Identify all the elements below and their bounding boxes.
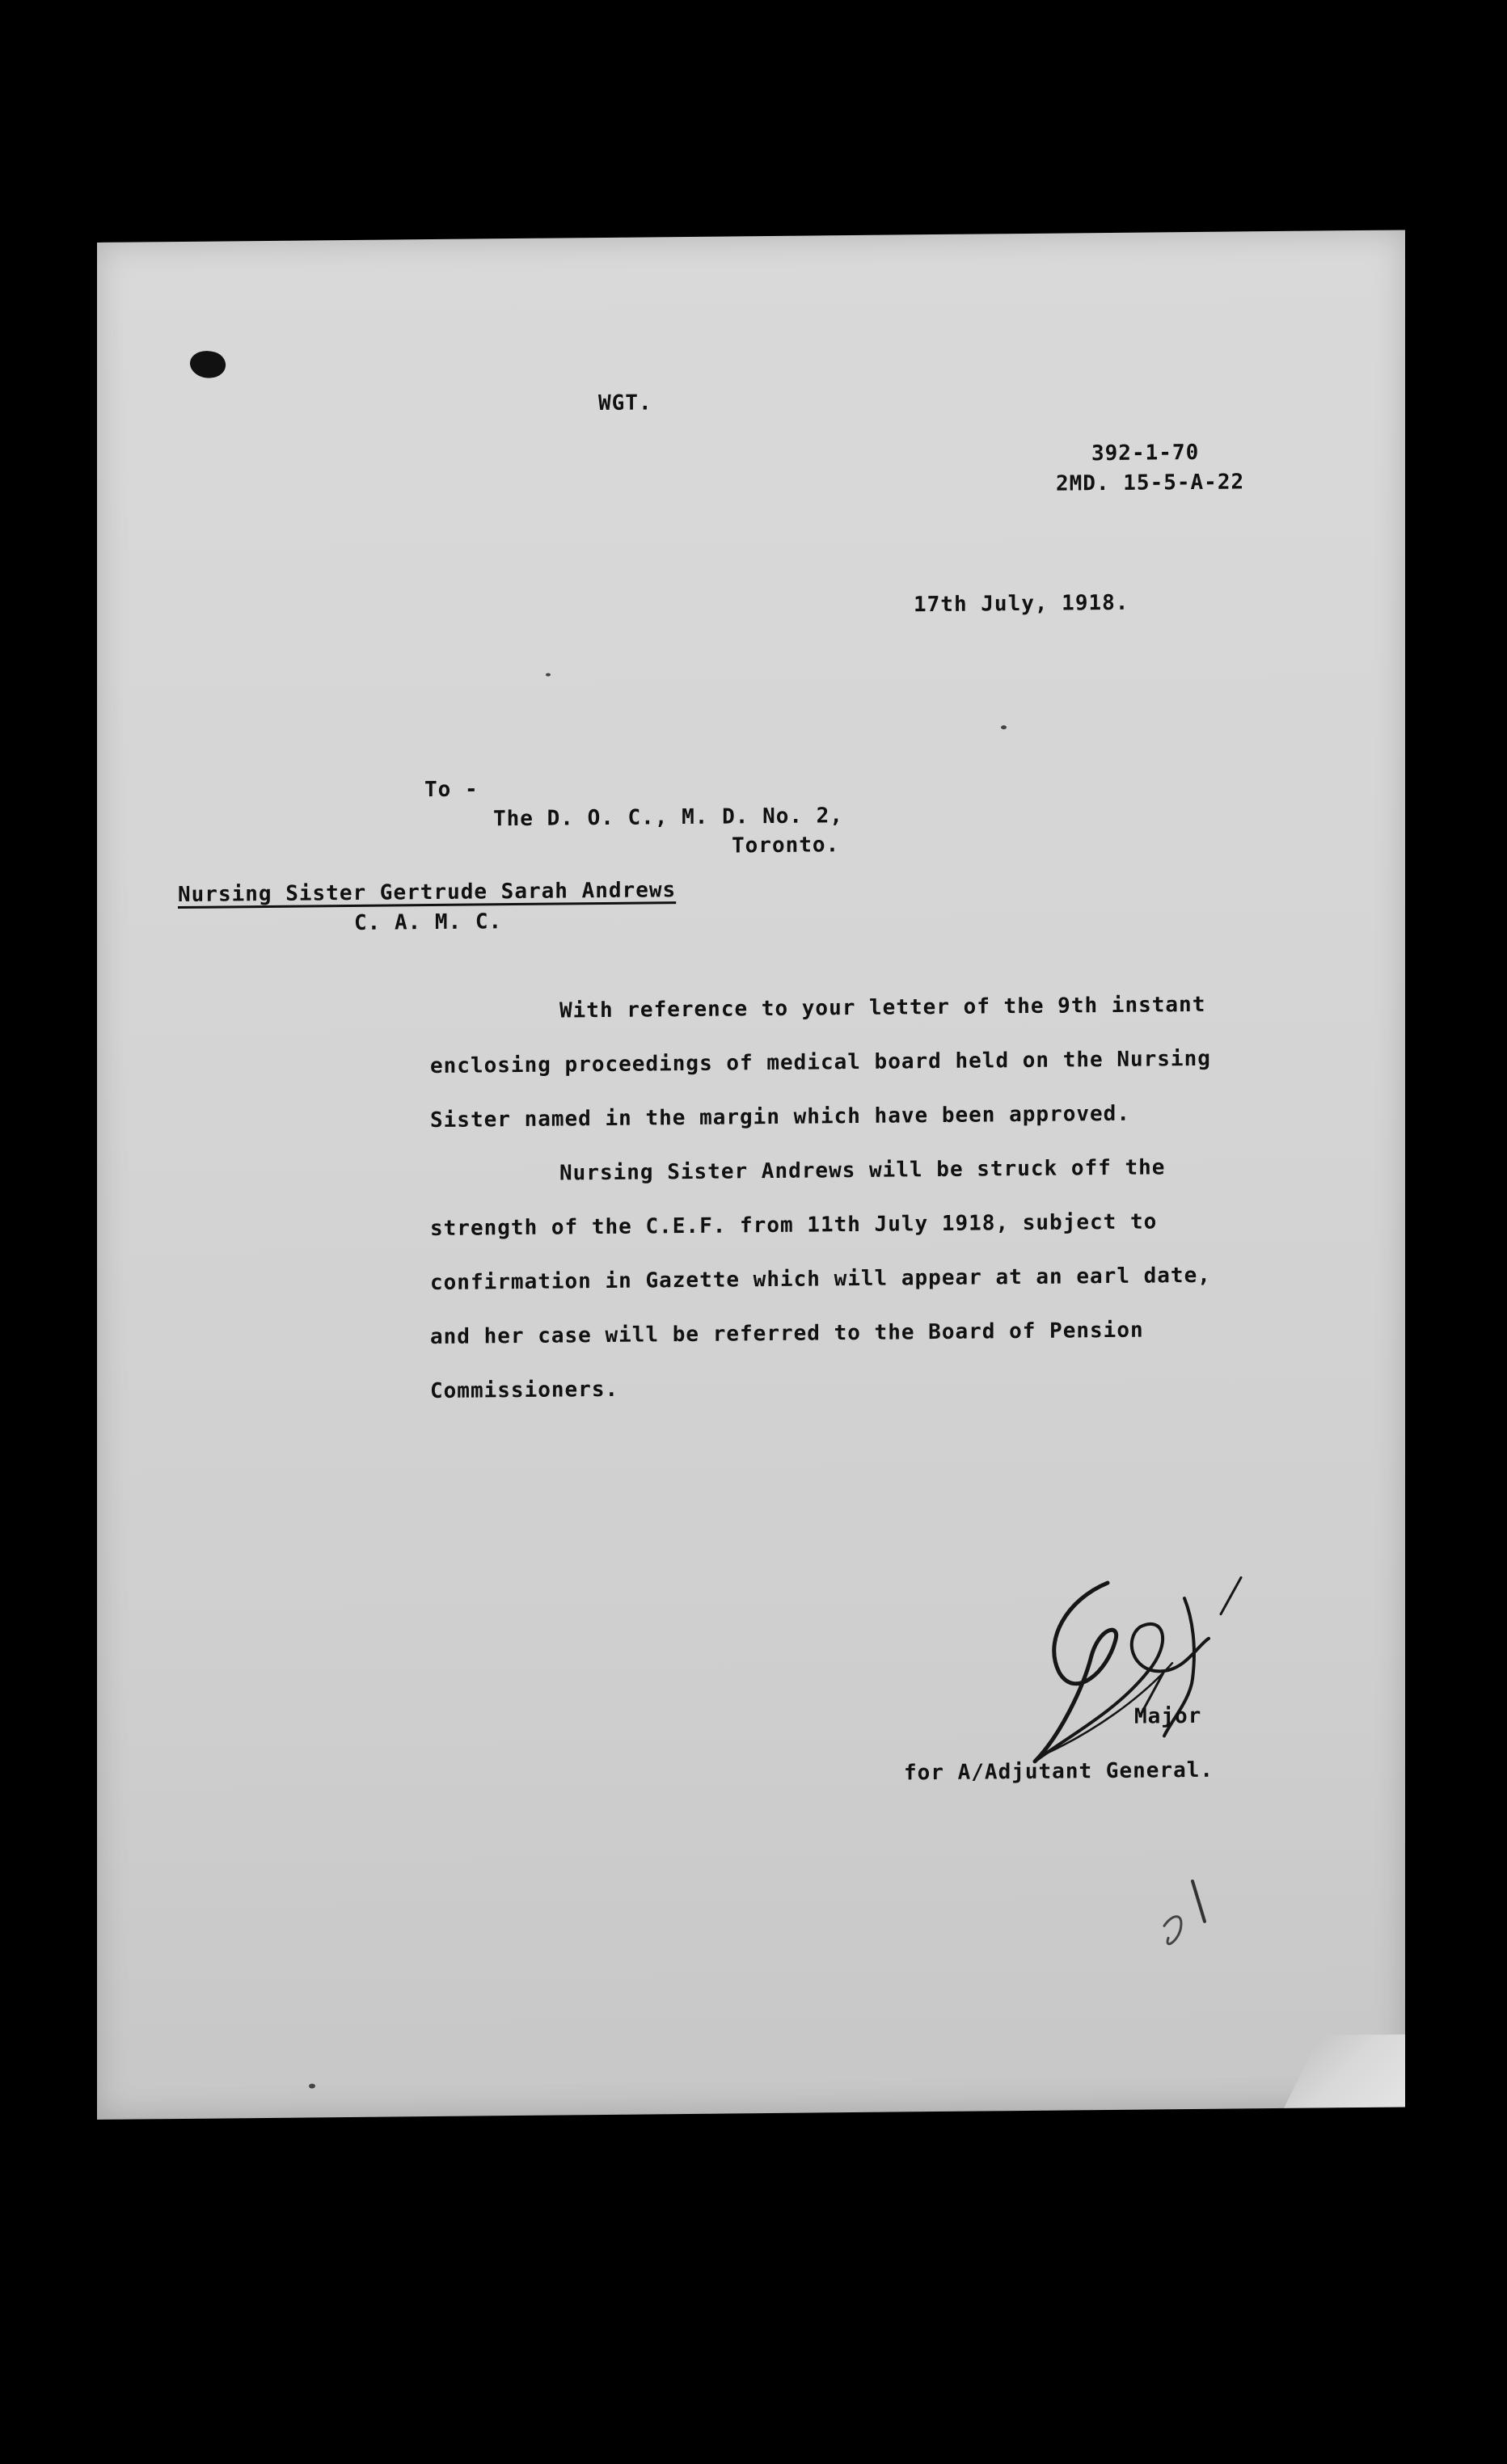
paper-speck bbox=[1001, 725, 1007, 729]
handwritten-signature bbox=[1011, 1549, 1277, 1786]
to-label: To - bbox=[424, 777, 479, 803]
body-line: confirmation in Gazette which will appear at an earl date, bbox=[430, 1263, 1211, 1296]
punch-hole-mark bbox=[187, 346, 229, 383]
body-line: Sister named in the margin which have been approved. bbox=[430, 1101, 1130, 1133]
recipient-line-1: The D. O. C., M. D. No. 2, bbox=[493, 804, 843, 832]
margin-subject-unit: C. A. M. C. bbox=[354, 909, 503, 935]
margin-subject-name: Nursing Sister Gertrude Sarah Andrews bbox=[178, 878, 677, 908]
body-line: and her case will be referred to the Board of Pension bbox=[430, 1318, 1144, 1350]
paper-speck bbox=[546, 673, 551, 677]
paper-speck bbox=[309, 2083, 315, 2088]
typist-initials: WGT. bbox=[598, 390, 652, 416]
body-line: enclosing proceedings of medical board held on the Nursing bbox=[430, 1046, 1211, 1079]
pencil-annotation bbox=[1148, 1856, 1245, 1962]
letter-date: 17th July, 1918. bbox=[914, 590, 1129, 618]
body-line: Nursing Sister Andrews will be struck off the bbox=[559, 1155, 1166, 1186]
body-line: strength of the C.E.F. from 11th July 1918, subject to bbox=[430, 1209, 1158, 1242]
body-line: With reference to your letter of the 9th instant bbox=[559, 992, 1206, 1023]
folded-corner bbox=[1284, 2034, 1405, 2107]
document-page bbox=[97, 230, 1405, 2120]
file-reference-2: 2MD. 15-5-A-22 bbox=[1056, 470, 1245, 496]
body-line: Commissioners. bbox=[430, 1377, 619, 1404]
file-reference-1: 392-1-70 bbox=[1091, 440, 1200, 466]
recipient-line-2: Toronto. bbox=[732, 833, 840, 859]
signature-title: for A/Adjutant General. bbox=[904, 1757, 1214, 1786]
signature-rank: Major bbox=[1134, 1703, 1202, 1729]
